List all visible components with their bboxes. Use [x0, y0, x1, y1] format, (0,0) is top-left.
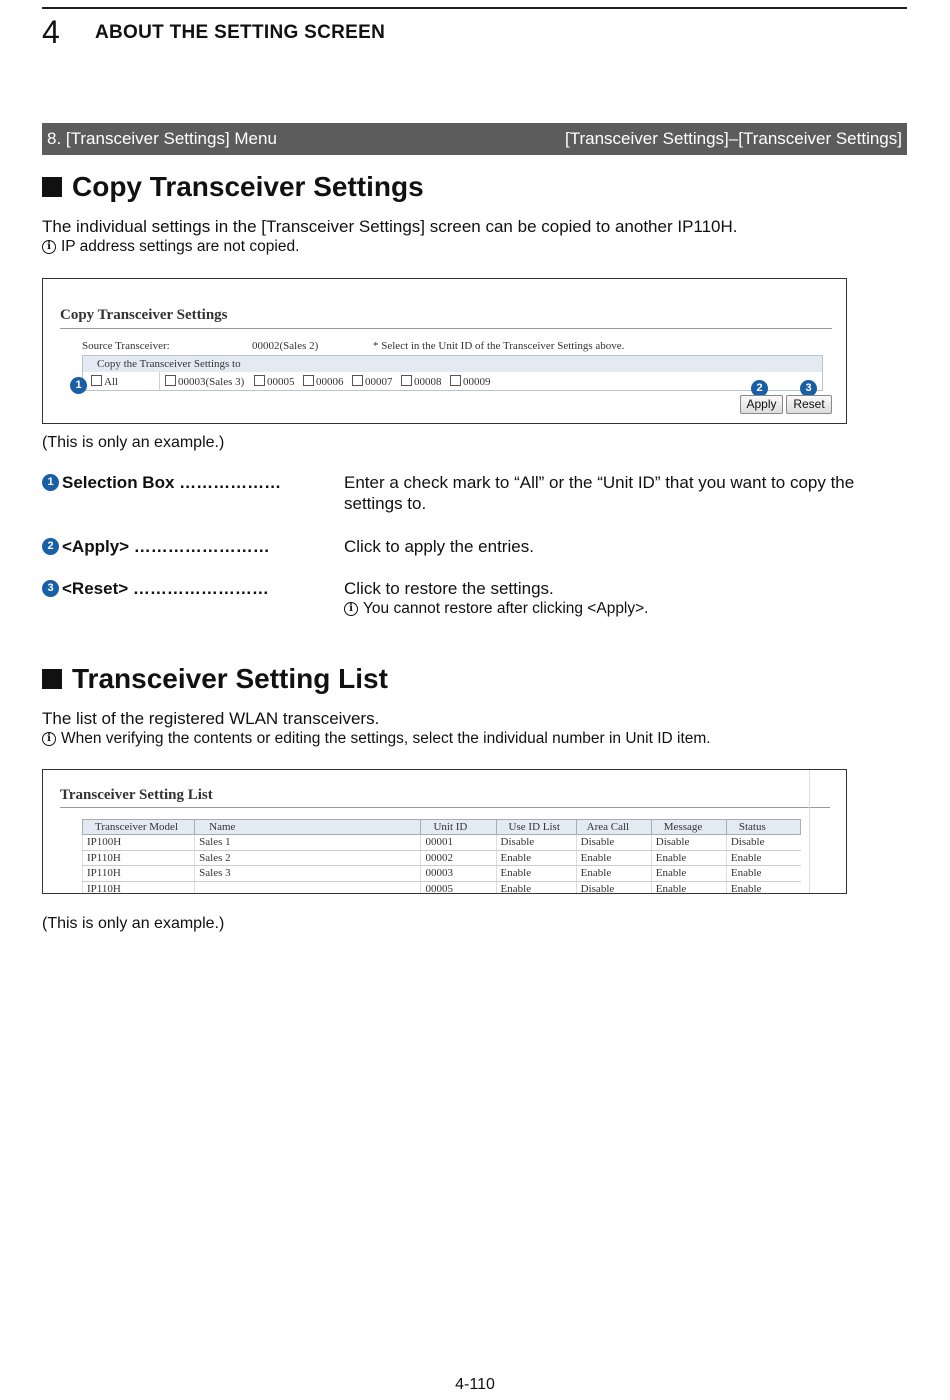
page-number: 4-110	[455, 1376, 495, 1393]
desc-text: Click to restore the settings.	[344, 579, 554, 598]
section-title-copy	[42, 171, 424, 203]
example-note-1: (This is only an example.)	[42, 434, 225, 451]
section-intro: The list of the registered WLAN transceivers.	[42, 709, 380, 728]
checkbox-target-4[interactable]: 00008	[401, 375, 442, 388]
section-note: i IP address settings are not copied.	[42, 238, 299, 256]
menu-bar	[42, 123, 907, 155]
table-row: IP110H Sales 3 00003 Enable Enable Enable Enable	[83, 866, 801, 882]
col-header: Unit ID	[421, 820, 496, 835]
copy-to-label: Copy the Transceiver Settings to	[83, 356, 822, 372]
unit-id-link[interactable]: 00001	[421, 835, 496, 851]
desc-text: Enter a check mark to “All” or the “Unit ID” that you want to copy the settings to.	[344, 473, 855, 513]
col-header: Use ID List	[496, 820, 576, 835]
badge-1: 1	[42, 474, 59, 491]
col-header: Transceiver Model	[83, 820, 195, 835]
table-row: IP110H Sales 2 00002 Enable Enable Enable Enable	[83, 850, 801, 866]
info-icon: i	[42, 240, 56, 254]
source-hint: * Select in the Unit ID of the Transceiver Settings above.	[373, 340, 625, 352]
menu-bar-right: [Transceiver Settings]–[Transceiver Settings]	[565, 129, 902, 148]
badge-3: 3	[42, 580, 59, 597]
info-icon: i	[42, 732, 56, 746]
table-header-row	[83, 820, 801, 835]
top-rule	[42, 7, 907, 9]
col-header: Status	[726, 820, 800, 835]
shot-rule	[60, 328, 832, 329]
example-note-2: (This is only an example.)	[42, 915, 225, 932]
checkbox-target-3[interactable]: 00007	[352, 375, 393, 388]
col-header: Message	[651, 820, 726, 835]
checkbox-target-0[interactable]: 00003(Sales 3)	[165, 375, 244, 388]
badge-1: 1	[70, 375, 87, 394]
chapter-number: 4	[42, 14, 60, 50]
transceiver-table	[82, 819, 801, 894]
desc-note: i You cannot restore after clicking <Apply>.	[344, 600, 649, 618]
apply-button[interactable]: Apply	[740, 395, 783, 414]
unit-id-link[interactable]: 00005	[421, 881, 496, 894]
unit-id-link[interactable]: 00002	[421, 850, 496, 866]
shot-rule	[60, 807, 830, 808]
reset-button[interactable]: Reset	[786, 395, 832, 414]
badge-2: 2	[751, 378, 768, 397]
copy-settings-screenshot	[42, 278, 847, 424]
section-title-text: Copy Transceiver Settings	[72, 171, 424, 202]
section-title-text: Transceiver Setting List	[72, 663, 388, 694]
col-header: Area Call	[576, 820, 651, 835]
badge-2: 2	[42, 538, 59, 555]
desc-item-2	[42, 536, 902, 558]
scroll-divider	[809, 770, 810, 894]
desc-text: Click to apply the entries.	[344, 537, 534, 556]
menu-bar-left: 8. [Transceiver Settings] Menu	[47, 129, 277, 148]
section-title-list	[42, 663, 388, 695]
checkbox-target-5[interactable]: 00009	[450, 375, 491, 388]
setting-list-screenshot	[42, 769, 847, 894]
info-icon: i	[344, 602, 358, 616]
checkbox-icon[interactable]	[91, 375, 102, 386]
source-label: Source Transceiver:	[82, 340, 170, 352]
desc-label: Selection Box ………………	[62, 473, 282, 492]
badge-3: 3	[800, 378, 817, 397]
desc-item-1	[42, 472, 902, 516]
desc-label: <Reset> ……………………	[62, 579, 269, 598]
section-intro: The individual settings in the [Transceiver Settings] screen can be copied to another IP110H.	[42, 217, 738, 236]
checkbox-target-2[interactable]: 00006	[303, 375, 344, 388]
shot-title: Transceiver Setting List	[60, 787, 213, 803]
table-row: IP110H 00005 Enable Disable Enable Enable	[83, 881, 801, 894]
desc-label: <Apply> ……………………	[62, 537, 270, 556]
unit-id-link[interactable]: 00003	[421, 866, 496, 882]
black-square-icon	[42, 177, 62, 197]
black-square-icon	[42, 669, 62, 689]
checkbox-target-1[interactable]: 00005	[254, 375, 295, 388]
col-header: Name	[195, 820, 421, 835]
source-value: 00002(Sales 2)	[252, 340, 319, 352]
desc-item-3	[42, 578, 902, 622]
chapter-title: ABOUT THE SETTING SCREEN	[95, 22, 386, 43]
checkbox-all[interactable]: All	[91, 375, 118, 388]
shot-title: Copy Transceiver Settings	[60, 307, 228, 323]
section-note: i When verifying the contents or editing the settings, select the individual number in Unit ID item.	[42, 730, 711, 748]
table-row: IP100H Sales 1 00001 Disable Disable Disable Disable	[83, 835, 801, 851]
